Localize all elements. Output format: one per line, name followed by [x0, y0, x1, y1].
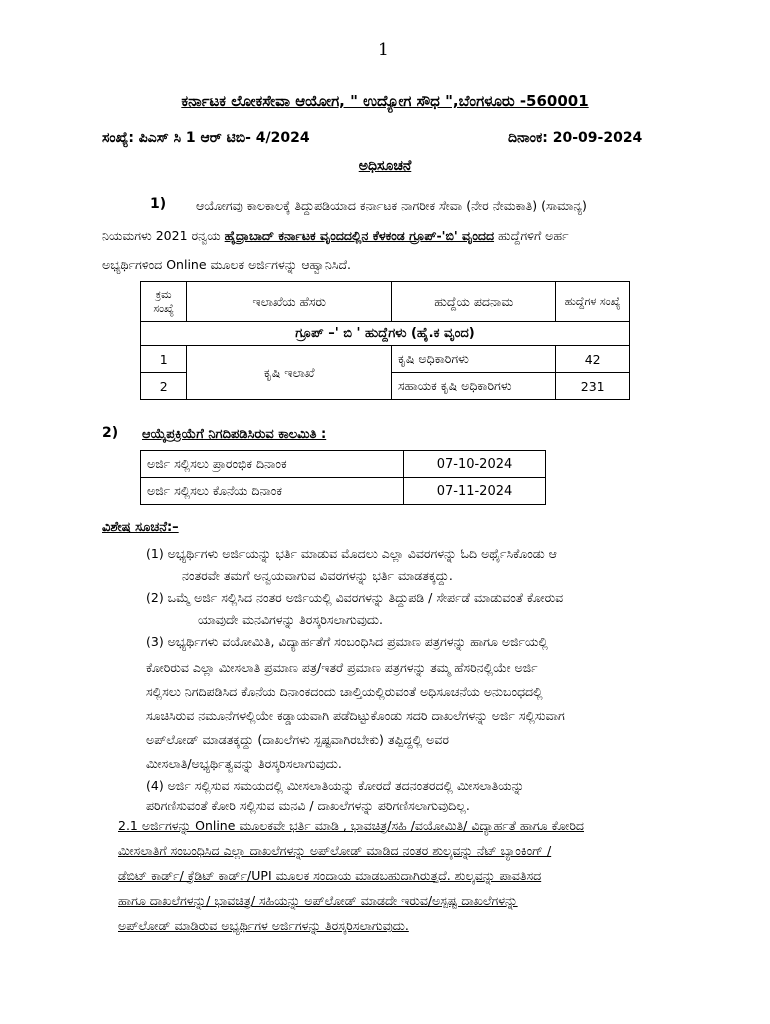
- para2-title: ಆಯ್ಕೆಪ್ರಕ್ರಿಯೆಗೆ ನಿಗದಿಪಡಿಸಿರುವ ಕಾಲಮಿತಿ :: [142, 427, 327, 442]
- note3-line5: ಅಪ್‌ಲೋಡ್ ಮಾಡತಕ್ಕದ್ದು (ದಾಖಲೆಗಳು ಸ್ಪಷ್ಟವಾಗಿರಬೇಕು) ತಪ್ಪಿದ್ದಲ್ಲಿ ಅವರ: [146, 732, 449, 747]
- posts-table: [140, 281, 630, 400]
- note3-line1: (3) ಅಭ್ಯರ್ಥಿಗಳು ವಯೋಮಿತಿ, ವಿದ್ಯಾರ್ಹತೆಗೆ ಸಂಬಂಧಿಸಿದ ಪ್ರಮಾಣ ಪತ್ರಗಳನ್ನು ಹಾಗೂ ಅರ್ಜಿಯಲ್ಲಿ: [146, 634, 548, 649]
- row-count: 42: [556, 346, 630, 373]
- date-value: 07-10-2024: [404, 451, 546, 478]
- para1-line2-start: ನಿಯಮಗಳು 2021 ರನ್ವಯ: [102, 228, 225, 243]
- special-note-title: ವಿಶೇಷ ಸೂಚನೆ:–: [102, 520, 179, 535]
- section-2-1-line3: ಡೆಬಿಟ್ ಕಾರ್ಡ್/ ಕ್ರೆಡಿಟ್ ಕಾರ್ಡ್/UPI ಮೂಲಕ ಸಂದಾಯ ಮಾಡಬಹುದಾಗಿರುತ್ತದೆ. ಶುಲ್ಕವನ್ನು ಪಾವತಿಸದ: [118, 868, 542, 883]
- note3-line3: ಸಲ್ಲಿಸಲು ನಿಗದಿಪಡಿಸಿದ ಕೊನೆಯ ದಿನಾಂಕದಂದು ಚಾಲ್ತಿಯಲ್ಲಿರುವಂತೆ ಅಧಿಸೂಚನೆಯ ಅನುಬಂಧದಲ್ಲಿ: [146, 684, 543, 699]
- para2-number: 2): [102, 425, 119, 441]
- date-label: ಅರ್ಜಿ ಸಲ್ಲಿಸಲು ಪ್ರಾರಂಭಿಕ ದಿನಾಂಕ: [141, 451, 404, 478]
- note3-line4: ಸೂಚಿಸಿರುವ ನಮೂನೆಗಳಲ್ಲಿಯೇ ಕಡ್ಡಾಯವಾಗಿ ಪಡೆದಿಟ್ಟುಕೊಂಡು ಸದರಿ ದಾಖಲೆಗಳನ್ನು ಅರ್ಜಿ ಸಲ್ಲಿಸುವಾಗ: [146, 708, 565, 723]
- para1-line1: ಆಯೋಗವು ಕಾಲಕಾಲಕ್ಕೆ ತಿದ್ದುಪಡಿಯಾದ ಕರ್ನಾಟಕ ನಾಗರೀಕ ಸೇವಾ (ನೇರ ನೇಮಕಾತಿ) (ಸಾಮಾನ್ಯ): [196, 198, 587, 213]
- posts-table-group-row: [141, 322, 630, 346]
- note2-line1: (2) ಒಮ್ಮೆ ಅರ್ಜಿ ಸಲ್ಲಿಸಿದ ನಂತರ ಅರ್ಜಿಯಲ್ಲಿ ವಿವರಗಳನ್ನು ತಿದ್ದುಪಡಿ / ಸೇರ್ಪಡೆ ಮಾಡುವಂತೆ ಕೋರುವ: [146, 590, 564, 605]
- row-post: ಕೃಷಿ ಅಧಿಕಾರಿಗಳು: [392, 346, 556, 373]
- page-number: 1: [378, 40, 389, 60]
- dates-table: [140, 450, 546, 505]
- section-2-1-line2: ಮೀಸಲಾತಿಗೆ ಸಂಬಂಧಿಸಿದ ಎಲ್ಲಾ ದಾಖಲೆಗಳನ್ನು ಅಪ್‌ಲೋಡ್ ಮಾಡಿದ ನಂತರ ಶುಲ್ಕವನ್ನು ನೆಟ್ ಬ್ಯಾಂಕಿಂಗ್ /: [118, 843, 552, 858]
- header-sl: ಕ್ರಮ ಸಂಖ್ಯೆ: [141, 282, 187, 322]
- note1-line1: (1) ಅಭ್ಯರ್ಥಿಗಳು ಅರ್ಜಿಯನ್ನು ಭರ್ತಿ ಮಾಡುವ ಮೊದಲು ಎಲ್ಲಾ ವಿವರಗಳನ್ನು ಓದಿ ಅರ್ಥೈಸಿಕೊಂಡು ಆ: [146, 546, 557, 561]
- date-value: 07-11-2024: [404, 478, 546, 505]
- commission-header: ಕರ್ನಾಟಕ ಲೋಕಸೇವಾ ಆಯೋಗ, " ಉದ್ಯೋಗ ಸೌಧ ",ಬೆಂಗಳೂರು -560001: [181, 92, 589, 110]
- para1-line2-end: ಹುದ್ದೆಗಳಿಗೆ ಅರ್ಹ: [494, 228, 569, 243]
- department-name: ಕೃಷಿ ಇಲಾಖೆ: [187, 346, 392, 400]
- para1-line3: ಅಭ್ಯರ್ಥಿಗಳಿಂದ Online ಮೂಲಕ ಅರ್ಜಿಗಳನ್ನು ಆಹ್ವಾನಿಸಿದೆ.: [102, 257, 352, 272]
- notification-date: ದಿನಾಂಕ: 20-09-2024: [508, 130, 643, 146]
- note2-line2: ಯಾವುದೇ ಮನವಿಗಳನ್ನು ತಿರಸ್ಕರಿಸಲಾಗುವುದು.: [198, 612, 383, 627]
- group-label: ಗ್ರೂಪ್ –' ಬಿ ' ಹುದ್ದೆಗಳು (ಹೈ.ಕ ವೃಂದ): [141, 322, 630, 346]
- section-2-1-line4: ಹಾಗೂ ದಾಖಲೆಗಳನ್ನು/ ಭಾವಚಿತ್ರ/ ಸಹಿಯನ್ನು ಅಪ್‌ಲೋಡ್ ಮಾಡದೇ ಇರುವ/ಅಸ್ಪಷ್ಟ ದಾಖಲೆಗಳನ್ನು: [118, 893, 518, 908]
- para1-number: 1): [150, 196, 167, 212]
- table-row: [141, 346, 630, 373]
- posts-table-header: [141, 282, 630, 322]
- table-row: [141, 478, 546, 505]
- header-count: ಹುದ್ದೆಗಳ ಸಂಖ್ಯೆ: [556, 282, 630, 322]
- date-label: ಅರ್ಜಿ ಸಲ್ಲಿಸಲು ಕೊನೆಯ ದಿನಾಂಕ: [141, 478, 404, 505]
- section-2-1-line1: 2.1 ಅರ್ಜಿಗಳನ್ನು Online ಮೂಲಕವೇ ಭರ್ತಿ ಮಾಡಿ , ಭಾವಚಿತ್ರ/ಸಹಿ /ವಯೋಮಿತಿ/ ವಿದ್ಯಾರ್ಹತೆ ಹಾಗೂ ಕೋರಿದ: [118, 818, 585, 833]
- notification-title: ಅಧಿಸೂಚನೆ: [358, 158, 412, 174]
- row-post: ಸಹಾಯಕ ಕೃಷಿ ಅಧಿಕಾರಿಗಳು: [392, 373, 556, 400]
- row-sl: 2: [141, 373, 187, 400]
- header-post: ಹುದ್ದೆಯ ಪದನಾಮ: [392, 282, 556, 322]
- para1-line2-emphasis: ಹೈದ್ರಾಬಾದ್ ಕರ್ನಾಟಕ ವೃಂದದಲ್ಲಿನ ಕೆಳಕಂಡ ಗ್ರೂಪ್-'ಬಿ' ವೃಂದದ: [224, 228, 495, 243]
- note4-line1: (4) ಅರ್ಜಿ ಸಲ್ಲಿಸುವ ಸಮಯದಲ್ಲಿ ಮೀಸಲಾತಿಯನ್ನು ಕೋರದೆ ತದನಂತರದಲ್ಲಿ ಮೀಸಲಾತಿಯನ್ನು: [146, 778, 525, 793]
- para1-line2: [102, 228, 569, 244]
- reference-number: ಸಂಖ್ಯೆ: ಪಿಎಸ್ ಸಿ 1 ಆರ್ ಟಿಬಿ- 4/2024: [102, 130, 310, 146]
- section-2-1-line5: ಅಪ್‌ಲೋಡ್ ಮಾಡಿರುವ ಅಭ್ಯರ್ಥಿಗಳ ಅರ್ಜಿಗಳನ್ನು ತಿರಸ್ಕರಿಸಲಾಗುವುದು.: [118, 918, 409, 933]
- note4-line2: ಪರಿಗಣಿಸುವಂತೆ ಕೋರಿ ಸಲ್ಲಿಸುವ ಮನವಿ / ದಾಖಲೆಗಳನ್ನು ಪರಿಗಣಿಸಲಾಗುವುದಿಲ್ಲ.: [146, 798, 470, 813]
- note1-line2: ನಂತರವೇ ತಮಗೆ ಅನ್ವಯವಾಗುವ ವಿವರಗಳನ್ನು ಭರ್ತಿ ಮಾಡತಕ್ಕದ್ದು.: [182, 568, 453, 583]
- table-row: [141, 451, 546, 478]
- note3-line2: ಕೋರಿರುವ ಎಲ್ಲಾ ಮೀಸಲಾತಿ ಪ್ರಮಾಣ ಪತ್ರ/ಇತರೆ ಪ್ರಮಾಣ ಪತ್ರಗಳನ್ನು ತಮ್ಮ ಹೆಸರಿನಲ್ಲಿಯೇ ಅರ್ಜಿ: [146, 660, 538, 675]
- row-sl: 1: [141, 346, 187, 373]
- note3-line6: ಮೀಸಲಾತಿ/ಅಭ್ಯರ್ಥಿತ್ವವನ್ನು ತಿರಸ್ಕರಿಸಲಾಗುವುದು.: [146, 756, 342, 771]
- row-count: 231: [556, 373, 630, 400]
- header-department: ಇಲಾಖೆಯ ಹೆಸರು: [187, 282, 392, 322]
